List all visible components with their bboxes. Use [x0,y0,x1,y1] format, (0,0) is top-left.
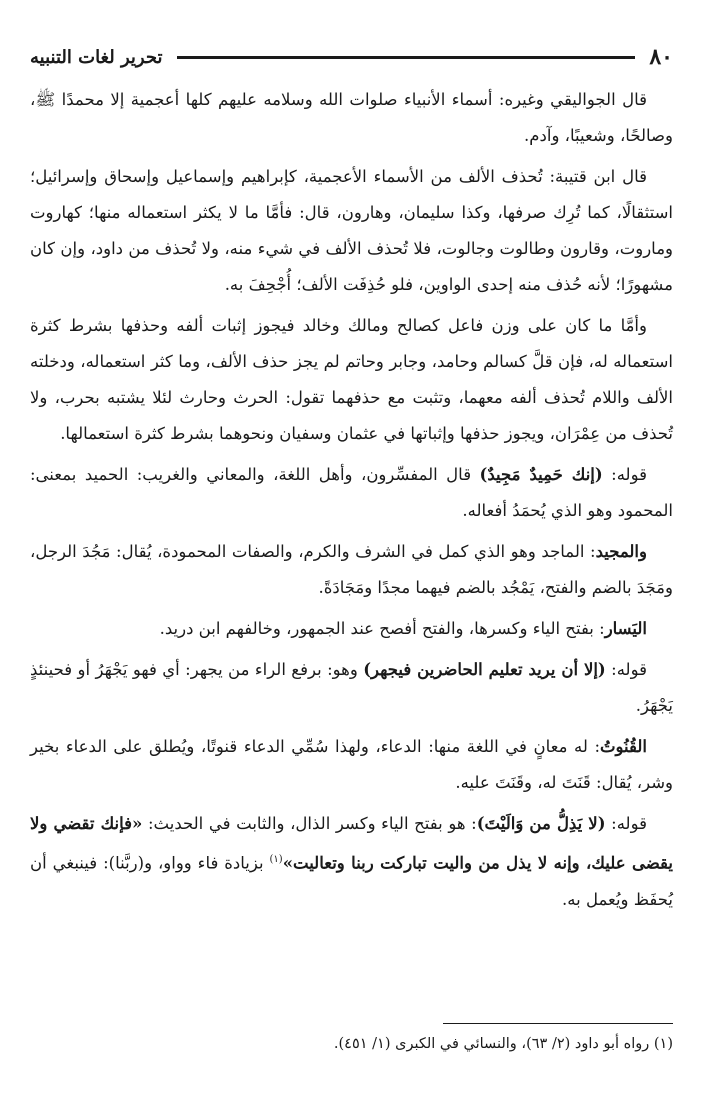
term-heading: والمجيد [595,542,647,561]
paragraph-text: : هو بفتح الياء وكسر الذال، والثابت في الحديث: [142,814,477,833]
header-rule [177,56,636,59]
quoted-phrase: (إنك حَمِيدٌ مَجِيدٌ) [479,465,603,484]
paragraph-text: : الماجد وهو الذي كمل في الشرف والكرم، والصفات المحمودة، يُقال: مَجُدَ الرجل، ومَجَدَ بالضم والفتح، يَمْجُد بالضم فيهما مجدًا ومَجَادَةً. [30,542,673,597]
paragraph-la-yadhill [30,806,673,918]
footnote: (١) رواه أبو داود (٢/ ٦٣)، والنسائي في الكبرى (١/ ٤٥١). [333,1036,673,1052]
hadith-quote: «فإنك تقضي ولا يقضى عليك، وإنه لا يذل من واليت تباركت ربنا وتعاليت» [30,814,673,873]
paragraph-qunut [30,729,673,801]
paragraph-jawaliqi: قال الجواليقي وغيره: أسماء الأنبياء صلوات الله وسلامه عليهم كلها أعجمية إلا محمدًا ﷺ، وصالحًا، وشعيبًا، وآدم. [30,90,673,145]
paragraph-ibn-qutayba: قال ابن قتيبة: تُحذف الألف من الأسماء الأعجمية، كإبراهيم وإسماعيل وإسحاق وإسرائيل؛ استثقالًا، كما تُرِك صرفها، وكذا سليمان، وهارون، قال: فأمَّا ما لا يكثر استعماله منها؛ كهاروت وماروت، وقارون وطالوت وجالوت، فلا تُحذف الألف في شيء منه، ولا تُحذف من داود، وإن كان مشهورًا؛ لأنه حُذف منه إحدى الواوين، فلو حُذِفَت الألف؛ أُجْحِفَ به. [30,167,673,294]
term-heading: اليَسار [604,619,647,638]
quoted-phrase: (لا يَذِلُّ من وَالَيْتَ) [476,814,606,833]
footnote-divider [443,1023,673,1024]
running-title: تحرير لغات التنبيه [30,46,163,68]
page-header [30,40,673,74]
paragraph-prefix: قوله: [605,814,647,833]
paragraph-text: : له معانٍ في اللغة منها: الدعاء، ولهذا سُمِّي الدعاء قنوتًا، ويُطلق على الدعاء بخير وشر، يُقال: قَنَتَ له، وقَنَتَ عليه. [30,737,673,792]
term-heading: القُنُوتُ [600,737,647,756]
paragraph-text: قال المفسِّرون، وأهل اللغة، والمعاني والغريب: الحميد بمعنى: المحمود وهو الذي يُحمَدُ أفعاله. [30,465,673,520]
paragraph-prefix: قوله: [605,660,647,679]
quoted-phrase: (إلا أن يريد تعليم الحاضرين فيجهر) [363,660,606,679]
paragraph-prefix: قوله: [602,465,647,484]
paragraph-text: وهو: برفع الراء من يجهر: أي فهو يَجْهَرُ أو فحينئذٍ يَجْهَرُ. [30,660,673,715]
footnote-reference[interactable]: (١) [269,854,283,865]
paragraph-fail-pattern: وأمَّا ما كان على وزن فاعل كصالح ومالك وخالد فيجوز إثبات ألفه وحذفها بشرط كثرة استعماله له، فإن قلَّ كسالم وحامد، وجابر وحاتم لم يجز حذف الألف، وما كثر استعماله، ودخلته الألف واللام تُحذف ألفه معهما، وتثبت مع حذفهما تقول: الحرث وحارث لئلا يشتبه بحرب، ولا تُحذف من عِمْرَان، ويجوز حذفها وإثباتها في عثمان وسفيان ونحوهما بشرط كثرة استعمالها. [30,316,673,443]
paragraph-yasar [30,611,673,647]
paragraph-text: : بفتح الياء وكسرها، والفتح أفصح عند الجمهور، وخالفهم ابن دريد. [159,619,605,638]
paragraph-hamid-majid [30,457,673,529]
page-body [30,82,673,923]
page-number: ٨٠ [649,44,673,70]
paragraph-yajhar [30,652,673,724]
paragraph-majid [30,534,673,606]
paragraph-text: بزيادة فاء وواو، و(ربَّنا): فينبغي أن يُحفَظ ويُعمل به. [30,853,673,909]
